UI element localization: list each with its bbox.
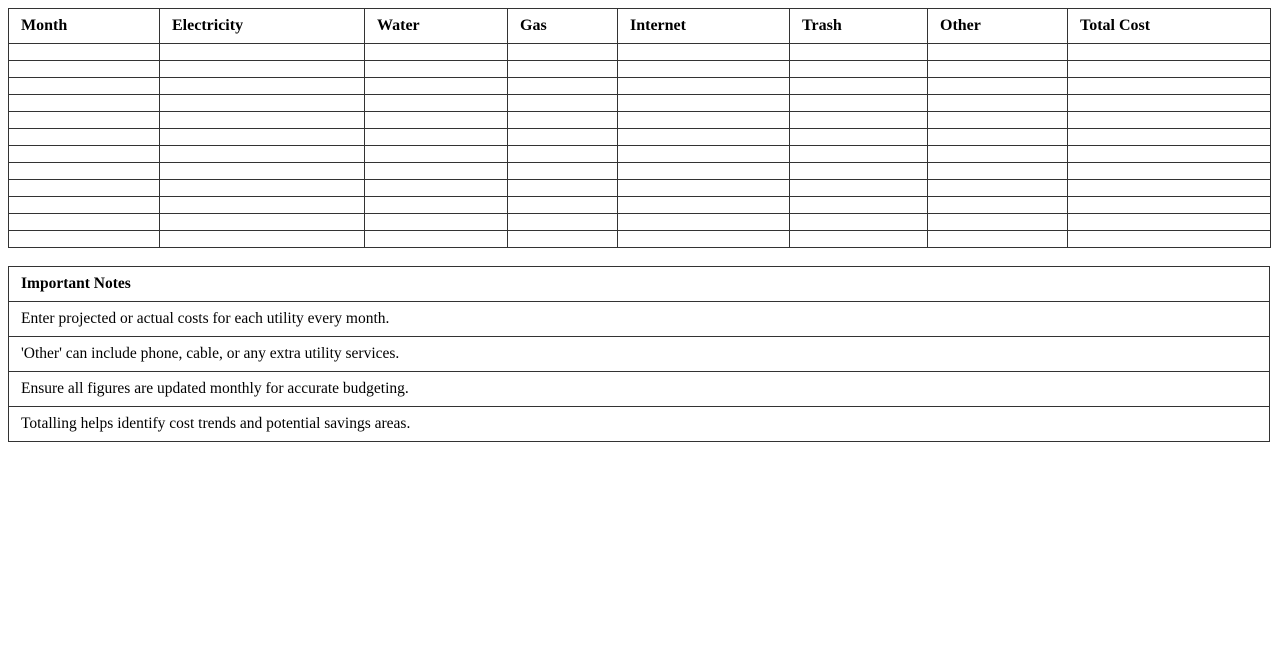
note-item: Ensure all figures are updated monthly for accurate budgeting. (9, 372, 1270, 407)
cell-month[interactable] (9, 44, 160, 61)
table-row (9, 163, 1271, 180)
cell-other[interactable] (928, 214, 1068, 231)
cell-total-cost[interactable] (1068, 61, 1271, 78)
utility-cost-table (8, 8, 1271, 248)
cell-month[interactable] (9, 231, 160, 248)
cell-month[interactable] (9, 95, 160, 112)
table-body (9, 44, 1271, 248)
header-month: Month (9, 9, 160, 44)
cell-trash[interactable] (790, 231, 928, 248)
cell-total-cost[interactable] (1068, 197, 1271, 214)
cell-month[interactable] (9, 129, 160, 146)
note-row (9, 407, 1270, 442)
cell-water[interactable] (365, 95, 508, 112)
cell-other[interactable] (928, 129, 1068, 146)
table-row (9, 214, 1271, 231)
cell-total-cost[interactable] (1068, 180, 1271, 197)
cell-water[interactable] (365, 231, 508, 248)
cell-electricity[interactable] (160, 95, 365, 112)
cell-trash[interactable] (790, 129, 928, 146)
cell-trash[interactable] (790, 78, 928, 95)
cell-electricity[interactable] (160, 129, 365, 146)
header-internet: Internet (618, 9, 790, 44)
cell-month[interactable] (9, 78, 160, 95)
cell-total-cost[interactable] (1068, 163, 1271, 180)
cell-month[interactable] (9, 112, 160, 129)
table-row (9, 231, 1271, 248)
table-header-row (9, 9, 1271, 44)
cell-other[interactable] (928, 163, 1068, 180)
cell-electricity[interactable] (160, 112, 365, 129)
notes-header-row (9, 267, 1270, 302)
cell-internet[interactable] (618, 95, 790, 112)
cell-total-cost[interactable] (1068, 78, 1271, 95)
cell-other[interactable] (928, 44, 1068, 61)
table-row (9, 44, 1271, 61)
cell-total-cost[interactable] (1068, 44, 1271, 61)
cell-gas[interactable] (508, 163, 618, 180)
cell-water[interactable] (365, 61, 508, 78)
cell-electricity[interactable] (160, 146, 365, 163)
notes-heading: Important Notes (9, 267, 1270, 302)
cell-total-cost[interactable] (1068, 231, 1271, 248)
cell-other[interactable] (928, 95, 1068, 112)
cell-gas[interactable] (508, 180, 618, 197)
cell-internet[interactable] (618, 146, 790, 163)
cell-electricity[interactable] (160, 78, 365, 95)
cell-electricity[interactable] (160, 61, 365, 78)
cell-month[interactable] (9, 197, 160, 214)
cell-trash[interactable] (790, 197, 928, 214)
cell-month[interactable] (9, 61, 160, 78)
cell-month[interactable] (9, 146, 160, 163)
cell-gas[interactable] (508, 61, 618, 78)
table-row (9, 95, 1271, 112)
cell-gas[interactable] (508, 95, 618, 112)
cell-trash[interactable] (790, 214, 928, 231)
table-row (9, 197, 1271, 214)
cell-gas[interactable] (508, 197, 618, 214)
cell-electricity[interactable] (160, 197, 365, 214)
table-row (9, 112, 1271, 129)
cell-month[interactable] (9, 163, 160, 180)
cell-electricity[interactable] (160, 180, 365, 197)
cell-internet[interactable] (618, 129, 790, 146)
note-item: 'Other' can include phone, cable, or any extra utility services. (9, 337, 1270, 372)
cell-internet[interactable] (618, 197, 790, 214)
cell-water[interactable] (365, 78, 508, 95)
cell-internet[interactable] (618, 61, 790, 78)
cell-electricity[interactable] (160, 214, 365, 231)
cell-gas[interactable] (508, 78, 618, 95)
cell-electricity[interactable] (160, 44, 365, 61)
header-other: Other (928, 9, 1068, 44)
header-trash: Trash (790, 9, 928, 44)
table-row (9, 146, 1271, 163)
cell-trash[interactable] (790, 95, 928, 112)
header-water: Water (365, 9, 508, 44)
cell-internet[interactable] (618, 231, 790, 248)
cell-trash[interactable] (790, 146, 928, 163)
cell-gas[interactable] (508, 44, 618, 61)
cell-water[interactable] (365, 129, 508, 146)
table-row (9, 180, 1271, 197)
cell-trash[interactable] (790, 112, 928, 129)
header-total-cost: Total Cost (1068, 9, 1271, 44)
cell-water[interactable] (365, 163, 508, 180)
cell-electricity[interactable] (160, 163, 365, 180)
cell-electricity[interactable] (160, 231, 365, 248)
cell-other[interactable] (928, 78, 1068, 95)
cell-internet[interactable] (618, 163, 790, 180)
cell-gas[interactable] (508, 214, 618, 231)
cell-total-cost[interactable] (1068, 129, 1271, 146)
important-notes-table (8, 266, 1270, 442)
note-row (9, 372, 1270, 407)
cell-water[interactable] (365, 214, 508, 231)
cell-internet[interactable] (618, 112, 790, 129)
cell-total-cost[interactable] (1068, 146, 1271, 163)
cell-other[interactable] (928, 61, 1068, 78)
cell-water[interactable] (365, 44, 508, 61)
header-electricity: Electricity (160, 9, 365, 44)
note-row (9, 337, 1270, 372)
cell-trash[interactable] (790, 180, 928, 197)
cell-trash[interactable] (790, 61, 928, 78)
cell-month[interactable] (9, 180, 160, 197)
cell-trash[interactable] (790, 44, 928, 61)
cell-other[interactable] (928, 197, 1068, 214)
cell-other[interactable] (928, 146, 1068, 163)
cell-water[interactable] (365, 180, 508, 197)
cell-gas[interactable] (508, 112, 618, 129)
cell-month[interactable] (9, 214, 160, 231)
table-row (9, 78, 1271, 95)
cell-internet[interactable] (618, 214, 790, 231)
cell-other[interactable] (928, 112, 1068, 129)
note-row (9, 302, 1270, 337)
cell-water[interactable] (365, 112, 508, 129)
cell-gas[interactable] (508, 231, 618, 248)
cell-water[interactable] (365, 197, 508, 214)
cell-internet[interactable] (618, 180, 790, 197)
cell-water[interactable] (365, 146, 508, 163)
cell-other[interactable] (928, 231, 1068, 248)
cell-total-cost[interactable] (1068, 214, 1271, 231)
cell-internet[interactable] (618, 78, 790, 95)
cell-other[interactable] (928, 180, 1068, 197)
cell-internet[interactable] (618, 44, 790, 61)
table-row (9, 61, 1271, 78)
note-item: Totalling helps identify cost trends and potential savings areas. (9, 407, 1270, 442)
note-item: Enter projected or actual costs for each utility every month. (9, 302, 1270, 337)
cell-gas[interactable] (508, 129, 618, 146)
cell-total-cost[interactable] (1068, 112, 1271, 129)
cell-trash[interactable] (790, 163, 928, 180)
cell-gas[interactable] (508, 146, 618, 163)
cell-total-cost[interactable] (1068, 95, 1271, 112)
header-gas: Gas (508, 9, 618, 44)
table-row (9, 129, 1271, 146)
